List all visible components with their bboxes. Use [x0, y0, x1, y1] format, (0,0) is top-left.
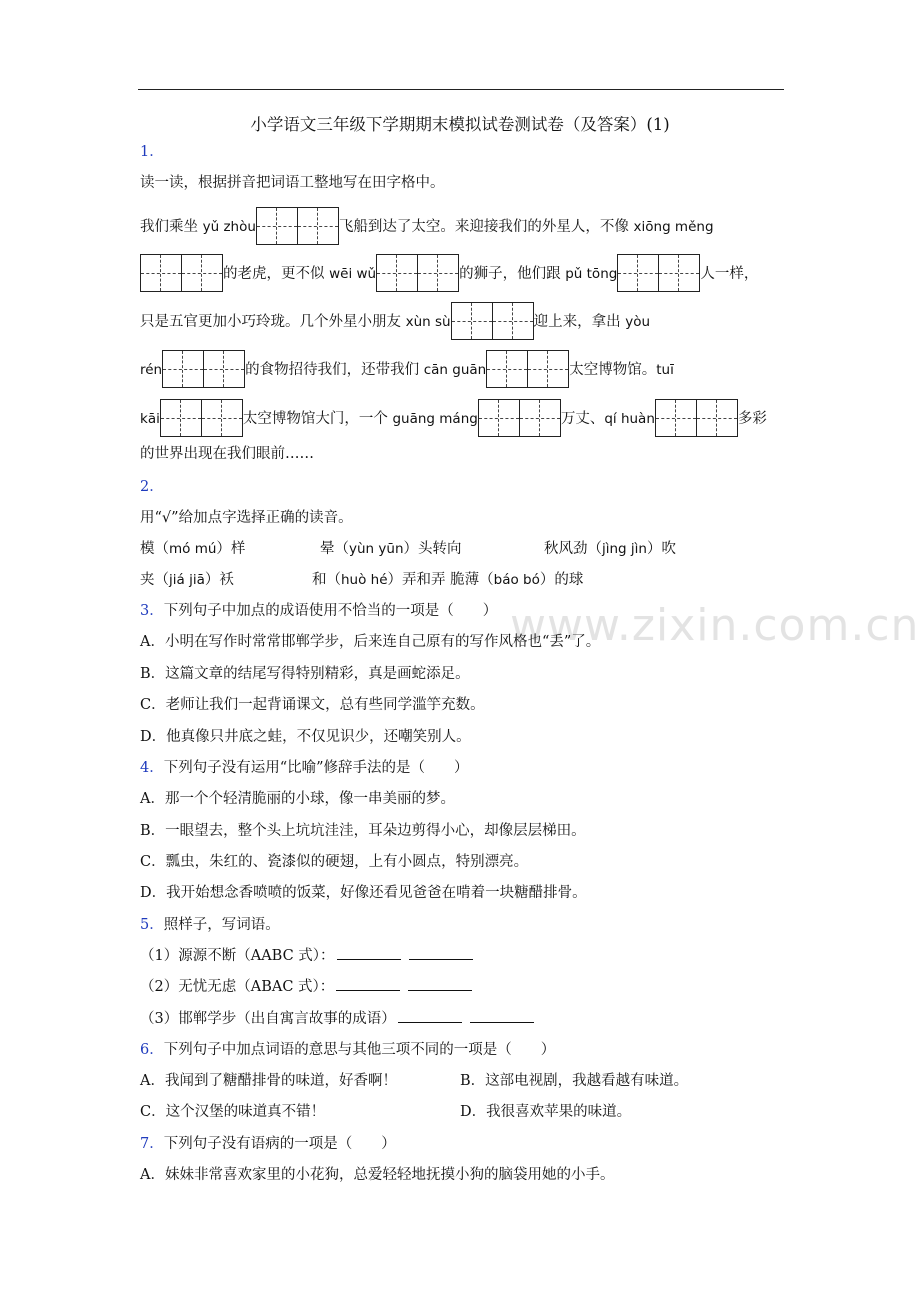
tianzige-box[interactable] — [617, 254, 700, 292]
pinyin-choice[interactable]: huò hé — [341, 572, 388, 588]
tianzige-box[interactable] — [376, 254, 459, 292]
tianzige-box[interactable] — [140, 254, 223, 292]
q6-option-c[interactable]: C．这个汉堡的味道真不错！ — [140, 1104, 326, 1120]
tianzige-box[interactable] — [655, 399, 738, 437]
question-5-stem: 5．照样子，写词语。 — [140, 917, 280, 933]
pinyin: tuī — [656, 362, 674, 378]
tianzige-box[interactable] — [162, 350, 245, 388]
text: 的食物招待我们，还带我们 — [245, 362, 424, 378]
page-title: 小学语文三年级下学期期末模拟试卷测试卷（及答案）(1) — [250, 115, 670, 134]
pinyin: wēi wǔ — [329, 266, 377, 282]
q4-option-d[interactable]: D．我开始想念香喷喷的饭菜，好像还看见爸爸在啃着一块糖醋排骨。 — [140, 885, 587, 901]
tianzige-box[interactable] — [486, 350, 569, 388]
header-rule — [138, 89, 784, 90]
q3-option-a[interactable]: A．小明在写作时常常邯郸学步，后来连自己原有的写作风格也“丢”了。 — [140, 634, 601, 650]
q6-option-b[interactable]: B．这部电视剧，我越看越有味道。 — [460, 1073, 689, 1089]
question-3-stem: 3．下列句子中加点的成语使用不恰当的一项是（ ） — [140, 603, 498, 619]
question-2-number: 2． — [140, 479, 164, 495]
watermark: www.zixin.com.cn — [510, 600, 920, 651]
q1-line-2 — [140, 255, 758, 285]
q2-item-1: 模（mó mú）样 — [140, 541, 246, 557]
q6-option-a[interactable]: A．我闻到了糖醋排骨的味道，好香啊！ — [140, 1073, 397, 1089]
q2-item-2: 晕（yùn yūn）头转向 — [320, 541, 462, 557]
q5-item-1: （1）源源不断（AABC 式）： — [140, 941, 479, 971]
q2-item-3: 秋风劲（jìng jìn）吹 — [544, 541, 676, 557]
answer-blank[interactable] — [337, 945, 401, 960]
pinyin-choice[interactable]: jìng jìn — [602, 541, 647, 557]
pinyin: xùn sù — [405, 314, 451, 330]
text: 的老虎，更不似 — [223, 266, 330, 282]
q2-item-4: 夹（jiá jiā）袄 — [140, 572, 234, 588]
text: 人一样， — [700, 266, 759, 282]
q5-item-3: （3）邯郸学步（出自寓言故事的成语） — [140, 1004, 540, 1034]
question-1-number: 1． — [140, 144, 164, 160]
pinyin-choice[interactable]: mó mú — [169, 541, 217, 557]
q3-option-c[interactable]: C．老师让我们一起背诵课文，总有些同学滥竽充数。 — [140, 697, 485, 713]
q6-row-2 — [140, 1097, 632, 1127]
q3-option-b[interactable]: B．这篇文章的结尾写得特别精彩，真是画蛇添足。 — [140, 666, 470, 682]
text: 我们乘坐 — [140, 219, 203, 235]
text: 飞船到达了太空。来迎接我们的外星人，不像 — [338, 219, 634, 235]
pinyin: pǔ tōng — [565, 266, 618, 282]
q2-item-5: 和（huò hé）弄和弄 脆薄（báo bó）的球 — [312, 572, 584, 588]
q7-option-a[interactable]: A．妹妹非常喜欢家里的小花狗，总爱轻轻地抚摸小狗的脑袋用她的小手。 — [140, 1167, 615, 1183]
question-4-stem: 4．下列句子没有运用“比喻”修辞手法的是（ ） — [140, 760, 469, 776]
question-1-instruction: 读一读，根据拼音把词语工整地写在田字格中。 — [140, 175, 445, 191]
q1-line-4 — [140, 351, 674, 381]
q1-line-5 — [140, 400, 767, 430]
pinyin: cān guān — [423, 362, 487, 378]
pinyin: rén — [140, 362, 163, 378]
pinyin: guāng máng — [392, 411, 478, 427]
answer-blank[interactable] — [336, 976, 400, 991]
q6-option-d[interactable]: D．我很喜欢苹果的味道。 — [460, 1104, 632, 1120]
question-6-stem: 6．下列句子中加点词语的意思与其他三项不同的一项是（ ） — [140, 1042, 556, 1058]
pinyin-choice[interactable]: báo bó — [493, 572, 540, 588]
text: 万丈、 — [560, 411, 605, 427]
text: 多彩 — [737, 411, 767, 427]
pinyin: qí huàn — [604, 411, 655, 427]
q5-item-2: （2）无忧无虑（ABAC 式）： — [140, 972, 478, 1002]
q3-option-d[interactable]: D．他真像只井底之蛙，不仅见识少，还嘲笑别人。 — [140, 729, 471, 745]
q4-option-a[interactable]: A．那一个个轻清脆丽的小球，像一串美丽的梦。 — [140, 791, 455, 807]
answer-blank[interactable] — [470, 1008, 534, 1023]
text: 的狮子，他们跟 — [459, 266, 566, 282]
q4-option-b[interactable]: B．一眼望去，整个头上坑坑洼洼，耳朵边剪得小心，却像层层梯田。 — [140, 823, 586, 839]
pinyin-choice[interactable]: yùn yūn — [349, 541, 404, 557]
pinyin: kāi — [140, 411, 160, 427]
tianzige-box[interactable] — [451, 302, 534, 340]
answer-blank[interactable] — [408, 976, 472, 991]
q1-line-3 — [140, 303, 650, 333]
q4-option-c[interactable]: C．瓢虫，朱红的、瓷漆似的硬翅，上有小圆点，特别漂亮。 — [140, 854, 529, 870]
answer-blank[interactable] — [398, 1008, 462, 1023]
text: 太空博物馆大门，一个 — [242, 411, 393, 427]
pinyin-choice[interactable]: jiá jiā — [169, 572, 205, 588]
pinyin: xiōng měng — [633, 219, 714, 235]
pinyin: yǔ zhòu — [202, 219, 256, 235]
answer-blank[interactable] — [409, 945, 473, 960]
pinyin: yòu — [625, 314, 651, 330]
text: 只是五官更加小巧玲珑。几个外星小朋友 — [140, 314, 406, 330]
text: 太空博物馆。 — [569, 362, 657, 378]
text: 迎上来，拿出 — [533, 314, 626, 330]
q1-line-6: 的世界出现在我们眼前…… — [140, 446, 314, 462]
tianzige-box[interactable] — [478, 399, 561, 437]
question-7-stem: 7．下列句子没有语病的一项是（ ） — [140, 1136, 396, 1152]
tianzige-box[interactable] — [160, 399, 243, 437]
question-2-instruction: 用“√”给加点字选择正确的读音。 — [140, 510, 353, 526]
q1-line-1 — [140, 208, 714, 238]
q6-row-1 — [140, 1066, 689, 1096]
tianzige-box[interactable] — [256, 207, 339, 245]
